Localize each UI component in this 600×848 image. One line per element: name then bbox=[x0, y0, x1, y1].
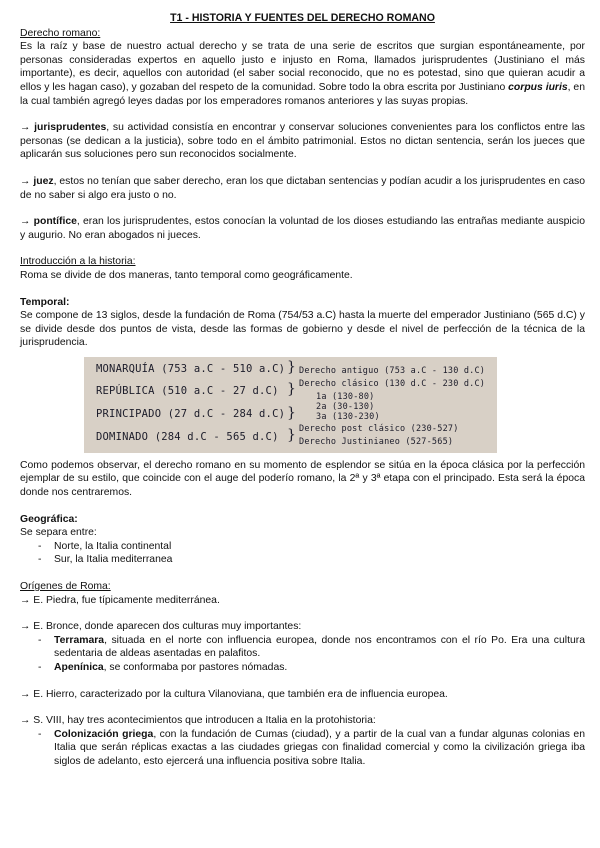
handwritten-notes-photo bbox=[84, 357, 497, 453]
hw-derecho-antiguo: Derecho antiguo (753 a.C - 130 d.C) bbox=[299, 365, 486, 376]
document-page bbox=[20, 12, 585, 769]
hw-etapa-2: 2a (30-130) bbox=[316, 401, 375, 412]
paragraph-jurisprudentes bbox=[20, 121, 585, 162]
paragraph-siglo-viii: → S. VIII, hay tres acontecimientos que introducen a Italia en la protohistoria: bbox=[20, 715, 376, 727]
siglo-list bbox=[20, 728, 585, 769]
text-span: , en la cual también agregó leyes dadas por los emperadores romanos anteriores y las suyas propias. bbox=[20, 81, 585, 107]
paragraph-derecho-romano bbox=[20, 40, 585, 108]
paragraph-esplendor: Como podemos observar, el derecho romano en su momento de esplendor se sitúa en la época clásica por la perfección ejemplar de su estilo, que coincide con el auge del poderío romano, la 2ª y 3ª etapa con el principado. Esta será la época donde nos centraremos. bbox=[20, 459, 585, 499]
section-heading-introduccion: Introducción a la historia: bbox=[20, 256, 136, 268]
term-pontifice: pontífice bbox=[33, 216, 77, 228]
hw-republica: REPÚBLICA (510 a.C - 27 d.C) bbox=[96, 384, 279, 397]
corpus-iuris-term: corpus iuris bbox=[508, 81, 568, 93]
paragraph-temporal: Se compone de 13 siglos, desde la fundación de Roma (754/53 a.C) hasta la muerte del emperador Justiniano (565 d.C) y se divide desde dos puntos de vista, desde las formas de gobierno y desde el nivel de perfección de la técnica de la jurisprudencia. bbox=[20, 310, 585, 349]
text-span: , se conformaba por pastores nómadas. bbox=[103, 662, 288, 673]
list-item bbox=[38, 728, 585, 769]
hw-monarquia: MONARQUÍA (753 a.C - 510 a.C) bbox=[96, 362, 286, 375]
term-juez: juez bbox=[33, 175, 54, 187]
brace-glyph: } bbox=[287, 380, 296, 397]
text-span: Es la raíz y base de nuestro actual derecho y se trata de una serie de escritos que surgian espontáneamente, por personas consideradas expertos en aquello justo e injusto en Roma, llamados jurisprudentes (Justiniano el más importante), es decir, aquellos con autoridad (el saber social reconocido, que no es potestad, sino que quieran acudir a ellos y les hagan caso), y gozaban del respeto de la comunidad. Sobre todo la obra escrita por Justiniano bbox=[20, 41, 585, 93]
list-item: - Sur, la Italia mediterranea bbox=[38, 553, 585, 567]
paragraph-geografica-intro: Se separa entre: bbox=[20, 527, 97, 539]
hw-derecho-clasico: Derecho clásico (130 d.C - 230 d.C) bbox=[299, 378, 486, 389]
arrow-glyph: → bbox=[20, 216, 34, 228]
text-span: , situada en el norte con influencia europea, donde nos encontramos con el río Po. Era una cultura sedentaria de aldeas asentadas en palafitos. bbox=[54, 634, 585, 660]
paragraph-edad-hierro: → E. Hierro, caracterizado por la cultura Vilanoviana, que también era de influencia europea. bbox=[20, 688, 448, 700]
geografica-list bbox=[20, 540, 585, 567]
list-item: - Norte, la Italia continental bbox=[38, 540, 585, 554]
text-span: , su actividad consistía en encontrar y conservar soluciones convenientes para los conflictos entre las personas (se dedican a la justicia), sobre todo en el ámbito patrimonial. Estos no dictan sentencia, serán los jueces que aplicarán sus soluciones pero sun reconocidos socialmente. bbox=[20, 122, 586, 161]
brace-glyph: } bbox=[287, 404, 296, 421]
paragraph-introduccion: Roma se divide de dos maneras, tanto temporal como geográficamente. bbox=[20, 269, 353, 281]
hw-dominado: DOMINADO (284 d.C - 565 d.C) bbox=[96, 430, 279, 443]
list-item bbox=[38, 661, 585, 675]
hw-derecho-justinianeo: Derecho Justinianeo (527-565) bbox=[299, 436, 454, 447]
bronce-list bbox=[20, 634, 585, 675]
term-jurisprudentes: jurisprudentes bbox=[34, 122, 107, 134]
hw-principado: PRINCIPADO (27 d.C - 284 d.C) bbox=[96, 407, 286, 420]
paragraph-edad-piedra: → E. Piedra, fue típicamente mediterránea. bbox=[20, 594, 220, 606]
section-heading-origenes: Orígenes de Roma: bbox=[20, 581, 111, 593]
paragraph-juez bbox=[20, 175, 585, 202]
text-span: , con la fundación de Cumas (ciudad), y a partir de la cual van a fundar algunas colonias en Italia que serán réplicas exactas a las ciudades griegas con finalidad comercial y como la civilización griega iba siglos de adelanto, esto ejercerá una influencia positiva sobre Italia. bbox=[54, 728, 585, 767]
list-item bbox=[38, 634, 585, 661]
brace-glyph: } bbox=[287, 426, 296, 443]
term-apeninica: Apenínica bbox=[54, 662, 104, 673]
hw-etapa-1: 1a (130-80) bbox=[316, 391, 375, 402]
arrow-glyph: → bbox=[20, 122, 35, 134]
text-span: , estos no tenían que saber derecho, eran los que dictaban sentencias y podían acudir a los jurisprudentes en caso de no saber si algo era justo o no. bbox=[20, 175, 585, 201]
paragraph-edad-bronce: → E. Bronce, donde aparecen dos culturas muy importantes: bbox=[20, 621, 302, 633]
document-title: T1 - HISTORIA Y FUENTES DEL DERECHO ROMANO bbox=[170, 12, 435, 24]
arrow-glyph: → bbox=[20, 175, 34, 187]
brace-glyph: } bbox=[287, 358, 296, 375]
term-terramara: Terramara bbox=[54, 634, 105, 646]
hw-etapa-3: 3a (130-230) bbox=[316, 411, 380, 422]
term-colonizacion-griega: Colonización griega bbox=[54, 728, 154, 740]
section-heading-geografica: Geográfica: bbox=[20, 513, 78, 525]
text-span: , eran los jurisprudentes, estos conocían la voluntad de los dioses estudiando las entrañas mediante auspicio y augurio. No eran abogados ni jueces. bbox=[20, 216, 586, 241]
paragraph-pontifice bbox=[20, 215, 585, 242]
hw-derecho-post-clasico: Derecho post clásico (230-527) bbox=[299, 423, 459, 434]
section-heading-derecho-romano: Derecho romano: bbox=[20, 27, 101, 39]
section-heading-temporal: Temporal: bbox=[20, 296, 70, 308]
